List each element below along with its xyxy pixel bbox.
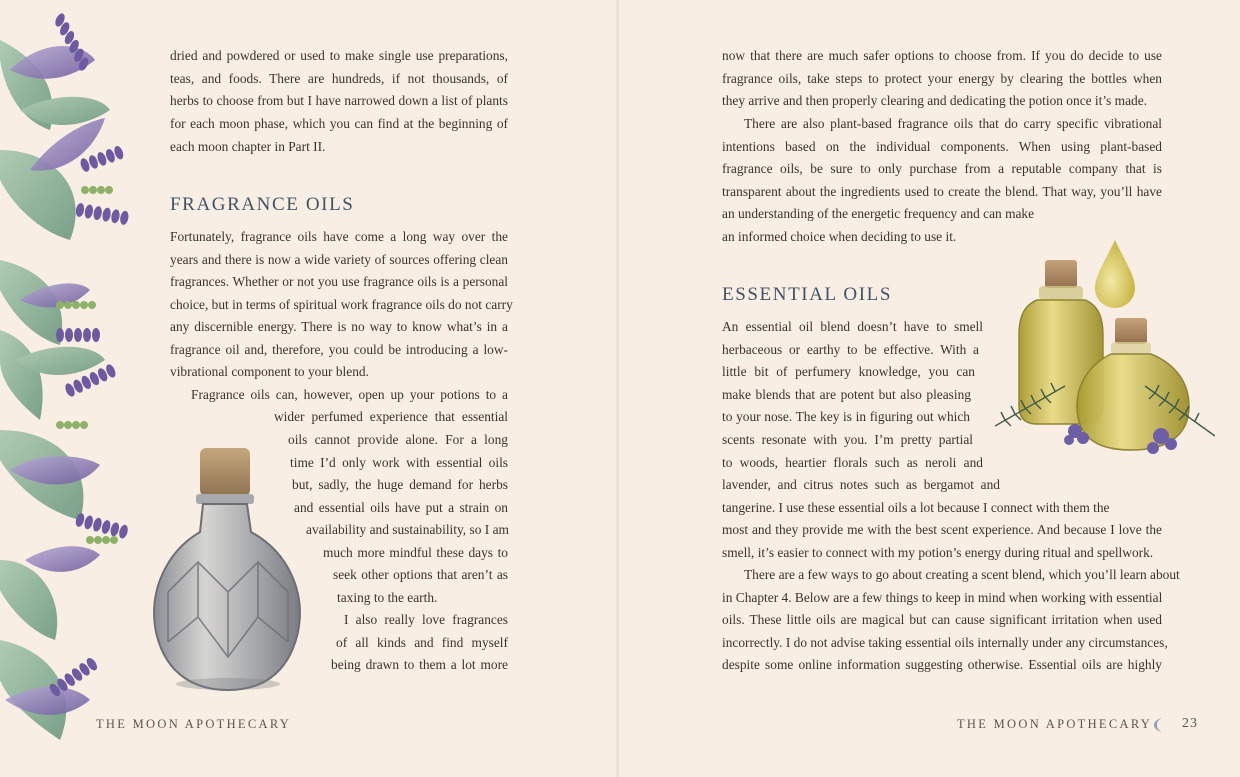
- text-line: wider perfumed experience that essential: [274, 409, 508, 424]
- text-line: in Chapter 4. Below are a few things to keep in mind when working with essential: [722, 590, 1163, 605]
- text-line: There are also plant-based fragrance oils that do carry specific vibrational: [744, 116, 1162, 131]
- text-line: much more mindful these days to: [323, 545, 508, 560]
- text-line: Fragrance oils can, however, open up your potions to a: [191, 387, 508, 402]
- text-line: smell, it’s easier to connect with my potion’s energy during ritual and spellwork.: [722, 545, 1154, 560]
- lavender-botanical-illustration: [0, 0, 150, 777]
- text-line: Fortunately, fragrance oils have come a long way over the: [170, 229, 508, 244]
- text-line: being drawn to them a lot more: [331, 657, 508, 672]
- text-line: lavender, and citrus notes such as bergamot and: [722, 477, 1000, 492]
- text-line: for each moon phase, which you can find at the beginning of: [170, 116, 508, 131]
- text-line: fragrance oils, take steps to protect your energy by clearing the bottles when: [722, 71, 1162, 86]
- text-line: any discernible energy. There is no way to know what’s in a: [170, 319, 508, 334]
- text-line: to your nose. The key is in figuring out which: [722, 409, 970, 424]
- text-line: but, sadly, the huge demand for herbs: [292, 477, 508, 492]
- section-heading-fragrance-oils: FRAGRANCE OILS: [170, 194, 355, 215]
- footer-book-title: THE MOON APOTHECARY: [957, 717, 1153, 731]
- page-number: 23: [1182, 716, 1198, 731]
- text-line: There are a few ways to go about creating a scent blend, which you’ll learn about: [744, 567, 1180, 582]
- text-line: I also really love fragrances: [344, 612, 508, 627]
- right-page: [619, 0, 1240, 777]
- text-line: fragrance oil and, therefore, you could be introducing a low-: [170, 342, 508, 357]
- text-line: make blends that are potent but also pleasing: [722, 387, 971, 402]
- text-line: transparent about the ingredients used to create the blend. That way, you’ll have: [722, 184, 1162, 199]
- text-line: an understanding of the energetic frequency and can make: [722, 206, 1035, 221]
- text-line: teas, and foods. There are hundreds, if not thousands, of: [170, 71, 508, 86]
- text-line: seek other options that aren’t as: [333, 567, 508, 582]
- section-heading-essential-oils: ESSENTIAL OILS: [722, 284, 892, 305]
- text-line: years and there is now a wide variety of sources offering clean: [170, 252, 508, 267]
- text-line: each moon chapter in Part II.: [170, 139, 326, 154]
- text-line: choice, but in terms of spiritual work fragrance oils do not carry: [170, 297, 513, 312]
- text-line: fragrances. Whether or not you use fragrance oils is a personal: [170, 274, 508, 289]
- text-line: most and they provide me with the best scent experience. And because I love the: [722, 522, 1162, 537]
- perfume-bottle-illustration: [148, 442, 308, 694]
- text-line: herbs to choose from but I have narrowed down a list of plants: [170, 93, 508, 108]
- text-line: intentions based on the individual components. When using plant-based: [722, 139, 1162, 154]
- text-line: tangerine. I use these essential oils a lot because I connect with them the: [722, 500, 1110, 515]
- text-line: and essential oils have put a strain on: [294, 500, 508, 515]
- text-line: fragrance oils, be sure to only purchase from a reputable company that is: [722, 161, 1162, 176]
- text-line: little bit of perfumery knowledge, you can: [722, 364, 975, 379]
- footer-book-title: THE MOON APOTHECARY: [96, 717, 292, 731]
- text-line: despite some online information suggesting otherwise. Essential oils are highly: [722, 657, 1162, 672]
- text-line: of all kinds and find myself: [336, 635, 508, 650]
- text-line: incorrectly. I do not advise taking essential oils internally under any circumstances,: [722, 635, 1168, 650]
- text-line: dried and powdered or used to make single use preparations,: [170, 48, 508, 63]
- text-line: oils cannot provide alone. For a long: [288, 432, 508, 447]
- text-line: vibrational component to your blend.: [170, 364, 369, 379]
- text-line: time I’d only work with essential oils: [290, 455, 508, 470]
- text-line: taxing to the earth.: [337, 590, 438, 605]
- text-line: now that there are much safer options to choose from. If you do decide to use: [722, 48, 1162, 63]
- text-line: to woods, heartier florals such as neroli and: [722, 455, 983, 470]
- text-line: an informed choice when deciding to use it.: [722, 229, 957, 244]
- text-line: scents resonate with you. I’m pretty partial: [722, 432, 973, 447]
- text-line: availability and sustainability, so I am: [306, 522, 509, 537]
- crescent-moon-icon: [1152, 717, 1166, 733]
- text-line: herbaceous or earthy to be effective. With a: [722, 342, 979, 357]
- left-page: [0, 0, 617, 777]
- text-line: oils. These little oils are magical but can cause significant irritation when used: [722, 612, 1162, 627]
- text-line: they arrive and then properly clearing and dedicating the potion once it’s made.: [722, 93, 1148, 108]
- text-line: An essential oil blend doesn’t have to smell: [722, 319, 983, 334]
- essential-oil-bottles-illustration: [995, 236, 1215, 466]
